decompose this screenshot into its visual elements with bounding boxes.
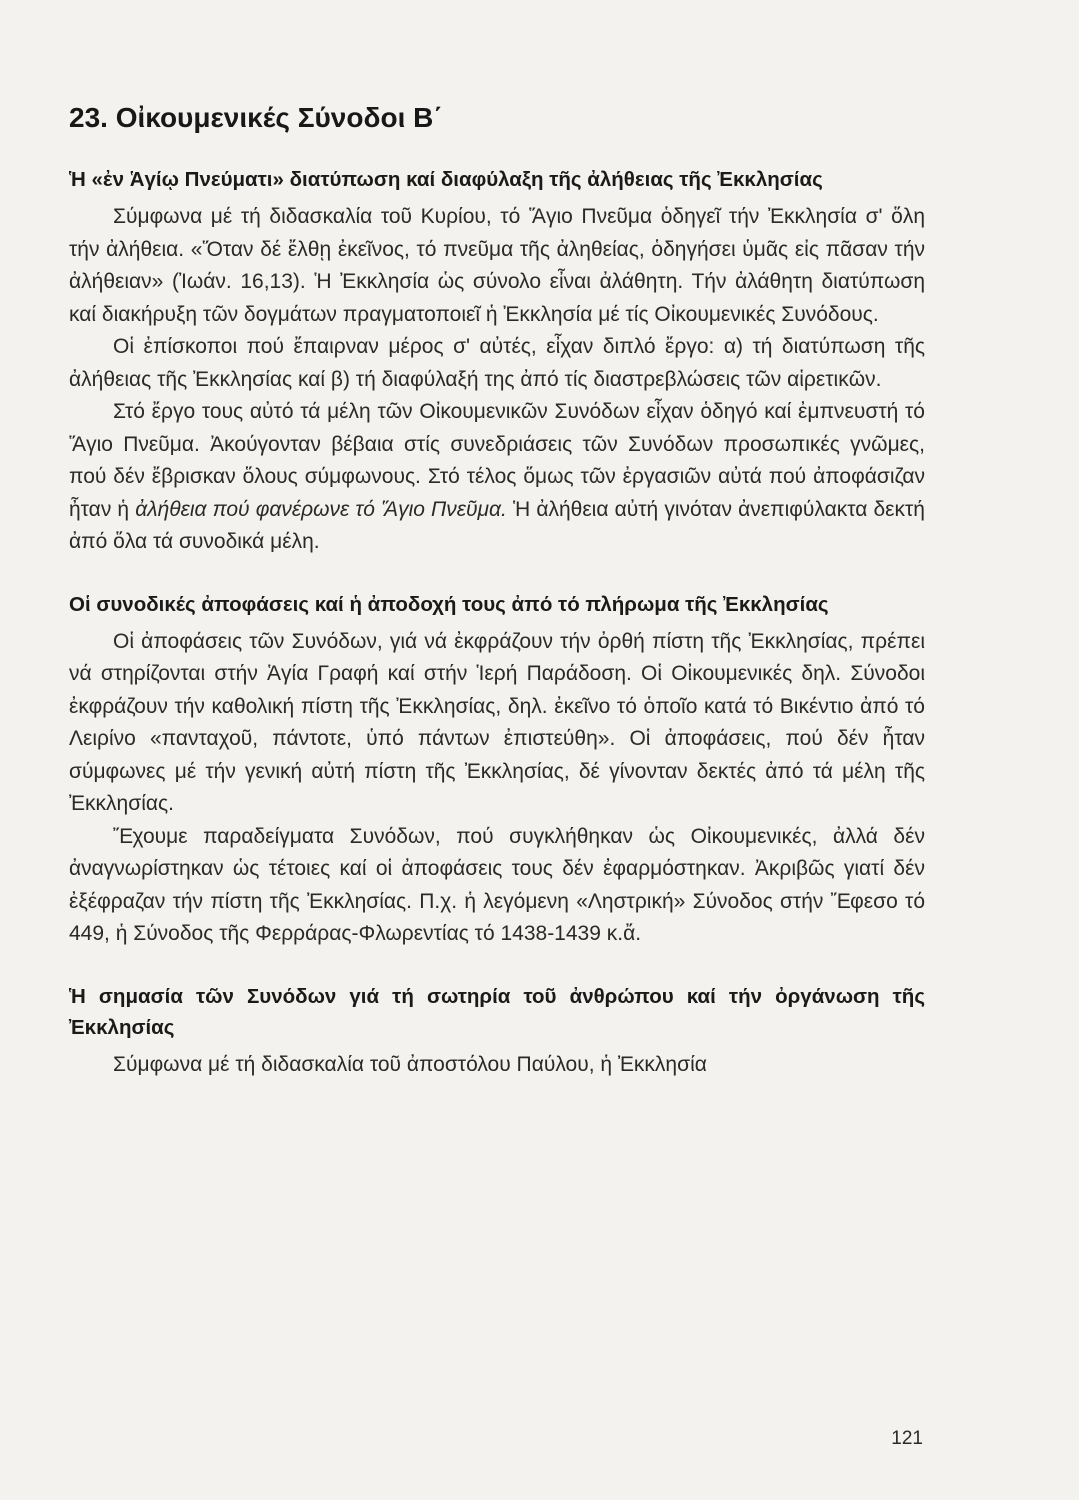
section-gap [69, 951, 925, 981]
section-heading-1: Ἡ «ἐν Ἁγίῳ Πνεύματι» διατύπωση καί διαφύλαξη τῆς ἀλήθειας τῆς Ἐκκλησίας [69, 168, 823, 191]
paragraph-1-3 [69, 396, 925, 559]
paragraph-2-1: Οἱ ἀποφάσεις τῶν Συνόδων, γιά νά ἐκφράζουν τήν ὀρθή πίστη τῆς Ἐκκλησίας, πρέπει νά στηρίζονται στήν Ἁγία Γραφή καί στήν Ἱερή Παράδοση. Οἱ Οἰκουμενικές δηλ. Σύνοδοι ἐκφράζουν τήν καθολική πίστη τῆς Ἐκκλησίας, δηλ. ἐκεῖνο τό ὁποῖο κατά τό Βικέντιο ἀπό τό Λειρίνο «πανταχοῦ, πάντοτε, ὑπό πάντων ἐπιστεύθη». Οἱ ἀποφάσεις, πού δέν ἦταν σύμφωνες μέ τήν γενική αὐτή πίστη τῆς Ἐκκλησίας, δέ γίνονταν δεκτές ἀπό τά μέλη τῆς Ἐκκλησίας. [69, 629, 925, 815]
paragraph-2-2: Ἔχουμε παραδείγματα Συνόδων, πού συγκλήθηκαν ὡς Οἰκουμενικές, ἀλλά δέν ἀναγνωρίστηκαν ὡς τέτοιες καί οἱ ἀποφάσεις τους δέν ἐφαρμόστηκαν. Ἀκριβῶς γιατί δέν ἐξέφραζαν τήν πίστη τῆς Ἐκκλησίας. Π.χ. ἡ λεγόμενη «Ληστρική» Σύνοδος στήν Ἔφεσο τό 449, ἡ Σύνοδος τῆς Φερράρας-Φλωρεντίας τό 1438-1439 κ.ἄ. [69, 824, 925, 945]
page-number: 121 [891, 1428, 923, 1449]
chapter-title: 23. Οἰκουμενικές Σύνοδοι Β΄ [69, 102, 443, 133]
paragraph-1-3-text: Στό ἔργο τους αὐτό τά μέλη τῶν Οἰκουμενικῶν Συνόδων εἶχαν ὁδηγό καί ἐμπνευστή τό Ἅγιο Πνεῦμα. Ἀκούγονταν βέβαια στίς συνεδριάσεις τῶν Συνόδων προσωπικές γνῶμες, πού δέν ἔβρισκαν ὅλους σύμφωνους. Στό τέλος ὅμως τῶν ἐργασιῶν αὐτά πού ἀποφάσιζαν ἦταν ἡ [69, 400, 925, 521]
page-content [69, 98, 925, 1081]
paragraph-1-1: Σύμφωνα μέ τή διδασκαλία τοῦ Κυρίου, τό Ἅγιο Πνεῦμα ὁδηγεῖ τήν Ἐκκλησία σ' ὅλη τήν ἀλήθεια. «Ὅταν δέ ἔλθῃ ἐκεῖνος, τό πνεῦμα τῆς ἀληθείας, ὁδηγήσει ὑμᾶς εἰς πᾶσαν τήν ἀλήθειαν» (Ἰωάν. 16,13). Ἡ Ἐκκλησία ὡς σύνολο εἶναι ἀλάθητη. Τήν ἀλάθητη διατύπωση καί διακήρυξη τῶν δογμάτων πραγματοποιεῖ ἡ Ἐκκλησία μέ τίς Οἰκουμενικές Συνόδους. [69, 205, 925, 326]
paragraph-3-1: Σύμφωνα μέ τή διδασκαλία τοῦ ἀποστόλου Παύλου, ἡ Ἐκκλησία [113, 1052, 707, 1076]
paragraph-1-3-closing: Ἡ ἀλήθεια αὐτή γινόταν ἀνεπιφύλακτα δεκτή ἀπό ὅλα τά συνοδικά μέλη. [69, 497, 925, 553]
paragraph-1-2: Οἱ ἐπίσκοποι πού ἔπαιρναν μέρος σ' αὐτές, εἶχαν διπλό ἔργο: α) τή διατύπωση τῆς ἀλήθειας τῆς Ἐκκλησίας καί β) τή διαφύλαξή της ἀπό τίς διαστρεβλώσεις τῶν αἱρετικῶν. [69, 335, 925, 391]
section-gap [69, 559, 925, 589]
section-heading-2: Οἱ συνοδικές ἀποφάσεις καί ἡ ἀποδοχή τους ἀπό τό πλήρωμα τῆς Ἐκκλησίας [69, 592, 829, 616]
section-heading-3: Ἡ σημασία τῶν Συνόδων γιά τή σωτηρία τοῦ ἀνθρώπου καί τήν ὀργάνωση τῆς Ἐκκλησίας [69, 984, 925, 1039]
italic-phrase: ἀλήθεια πού φανέρωνε τό Ἅγιο Πνεῦμα. [135, 497, 507, 521]
